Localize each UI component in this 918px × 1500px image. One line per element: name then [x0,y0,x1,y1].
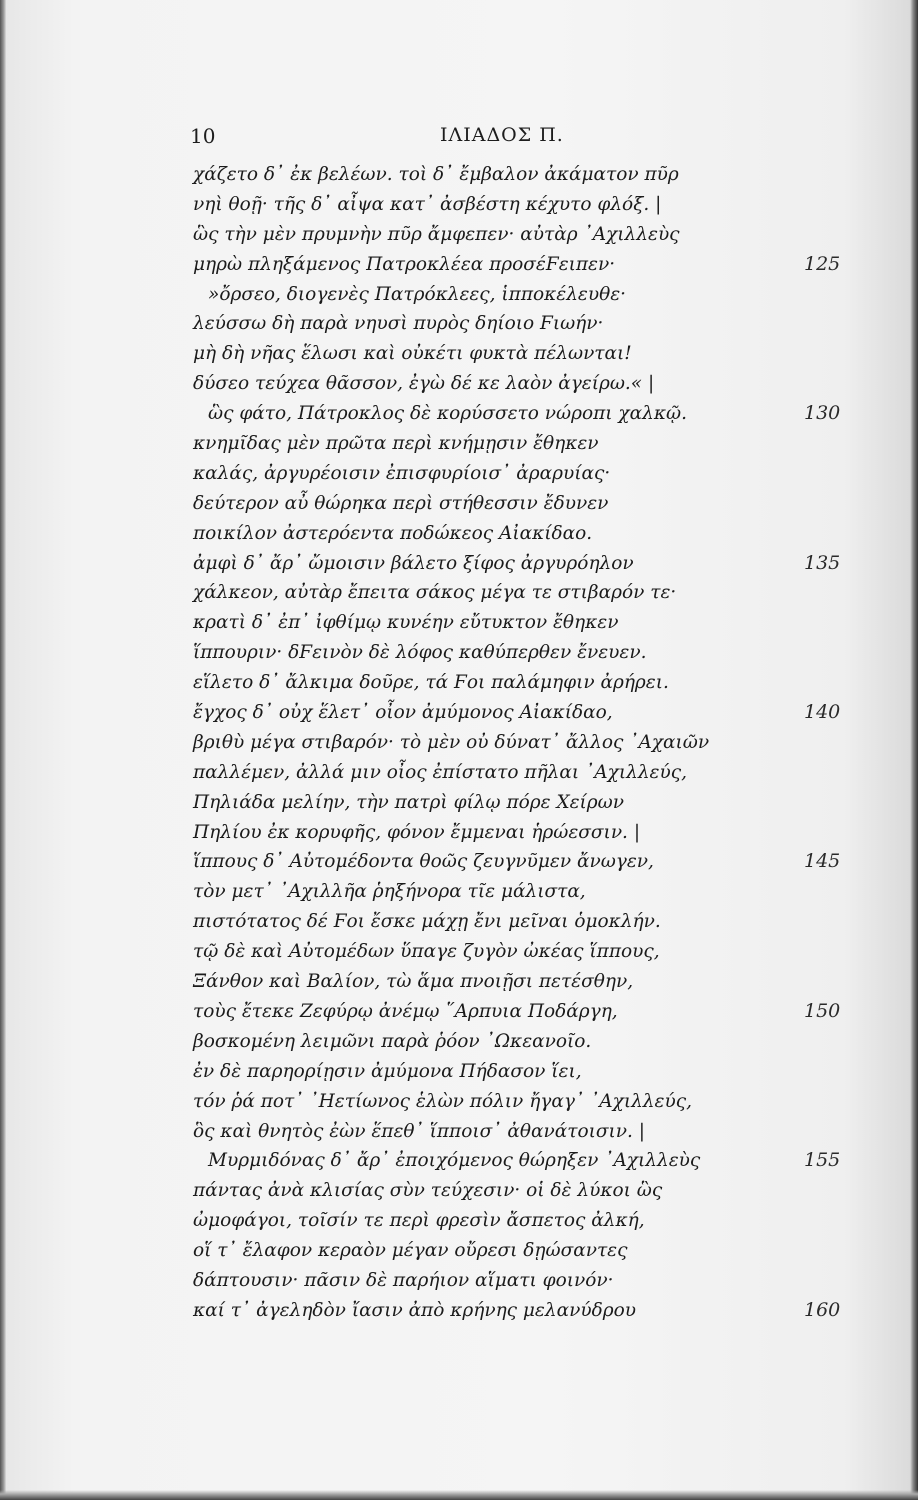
verse-text: ὃς καὶ θνητὸς ἐὼν ἕπεθ᾽ ἵπποισ᾽ ἀθανάτοισιν. | [193,1120,645,1142]
verse-text: κρατὶ δ᾽ ἐπ᾽ ἰφθίμῳ κυνέην εὔτυκτον ἔθηκεν [193,612,619,634]
verse-text: Πηλιάδα μελίην, τὴν πατρὶ φίλῳ πόρε Χείρων [193,791,625,813]
verse-text: δάπτουσιν· πᾶσιν δὲ παρήιον αἵματι φοινόν· [193,1269,614,1291]
verse-text: καλάς, ἀργυρέοισιν ἐπισφυρίοισ᾽ ἀραρυίας· [193,462,611,484]
verse-line [0,967,918,997]
verse-line [0,339,918,369]
verse-text: πάντας ἀνὰ κλισίας σὺν τεύχεσιν· οἱ δὲ λύκοι ὣς [193,1180,663,1202]
verse-text: χάλκεον, αὐτὰρ ἔπειτα σάκος μέγα τε στιβαρόν τε· [193,582,677,604]
verse-text: ἵππουριν· δϜεινὸν δὲ λόφος καθύπερθεν ἔνευεν. [193,642,647,664]
verse-text: λεύσσω δὴ παρὰ νηυσὶ πυρὸς δηίοιο Ϝιωήν· [193,313,604,335]
line-number: 155 [804,1149,841,1172]
verse-text: ἵππους δ᾽ Αὐτομέδοντα θοῶς ζευγνῦμεν ἄνωγεν, [193,851,654,873]
verse-block [0,160,918,1326]
verse-line [0,459,918,489]
verse-line [0,698,918,728]
verse-text: Ξάνθον καὶ Βαλίον, τὼ ἅμα πνοιῇσι πετέσθην, [193,971,634,993]
verse-text: εἵλετο δ᾽ ἄλκιμα δοῦρε, τά Ϝοι παλάμηφιν ἀρήρει. [193,672,669,694]
verse-line [0,369,918,399]
page-bottom-edge [0,1490,918,1500]
verse-line [0,1296,918,1326]
line-number: 140 [804,701,841,724]
page-number: 10 [190,124,216,148]
verse-line [0,1146,918,1176]
verse-text: ἔγχος δ᾽ οὐχ ἕλετ᾽ οἶον ἀμύμονος Αἰακίδαο, [193,702,613,724]
verse-line [0,399,918,429]
verse-text: ὣς φάτο, Πάτροκλος δὲ κορύσσετο νώροπι χαλκῷ. [208,403,687,425]
line-number: 130 [804,402,841,425]
verse-text: νηὶ θοῇ· τῆς δ᾽ αἶψα κατ᾽ ἀσβέστη κέχυτο φλόξ. | [193,193,662,215]
verse-line [0,1057,918,1087]
verse-line [0,519,918,549]
verse-text: μὴ δὴ νῆας ἕλωσι καὶ οὐκέτι φυκτὰ πέλωνται! [193,343,632,365]
line-number: 145 [804,850,841,873]
page-header [190,124,650,154]
verse-line [0,160,918,190]
verse-text: πιστότατος δέ Ϝοι ἔσκε μάχῃ ἔνι μεῖναι ὁμοκλήν. [193,911,661,933]
verse-text: Μυρμιδόνας δ᾽ ἄρ᾽ ἐποιχόμενος θώρηξεν ᾽Αχιλλεὺς [208,1150,701,1172]
verse-text: ὣς τὴν μὲν πρυμνὴν πῦρ ἄμφεπεν· αὐτὰρ ᾽Αχιλλεὺς [193,223,680,245]
verse-line [0,1027,918,1057]
verse-line [0,1117,918,1147]
verse-text: παλλέμεν, ἀλλά μιν οἶος ἐπίστατο πῆλαι ᾽Αχιλλεύς, [193,761,687,783]
verse-text: καί τ᾽ ἀγεληδὸν ἴασιν ἀπὸ κρήνης μελανύδρου [193,1299,636,1321]
verse-line [0,578,918,608]
verse-text: ἐν δὲ παρηορίῃσιν ἀμύμονα Πήδασον ἵει, [193,1060,582,1082]
verse-line [0,309,918,339]
verse-line [0,1236,918,1266]
verse-text: ἀμφὶ δ᾽ ἄρ᾽ ὤμοισιν βάλετο ξίφος ἀργυρόηλον [193,552,634,574]
verse-line [0,1206,918,1236]
verse-line [0,728,918,758]
verse-line [0,997,918,1027]
verse-line [0,280,918,310]
verse-line [0,429,918,459]
verse-text: τῷ δὲ καὶ Αὐτομέδων ὕπαγε ζυγὸν ὠκέας ἵππους, [193,941,660,963]
verse-line [0,1176,918,1206]
line-number: 125 [804,252,841,275]
verse-text: βριθὺ μέγα στιβαρόν· τὸ μὲν οὐ δύνατ᾽ ἄλλος ᾽Αχαιῶν [193,731,710,753]
verse-line [0,489,918,519]
verse-line [0,877,918,907]
verse-line [0,818,918,848]
verse-text: ὠμοφάγοι, τοῖσίν τε περὶ φρεσὶν ἄσπετος ἀλκή, [193,1210,645,1232]
verse-line [0,1087,918,1117]
verse-text: μηρὼ πληξάμενος Πατροκλέεα προσέϜειπεν· [193,253,616,275]
line-number: 135 [804,551,841,574]
verse-text: »ὄρσεο, διογενὲς Πατρόκλεες, ἱπποκέλευθε· [208,283,627,305]
verse-text: δύσεο τεύχεα θᾶσσον, ἐγὼ δέ κε λαὸν ἀγείρω.« | [193,373,655,395]
verse-text: κνημῖδας μὲν πρῶτα περὶ κνήμῃσιν ἔθηκεν [193,433,599,455]
verse-line [0,758,918,788]
verse-line [0,190,918,220]
line-number: 150 [804,999,841,1022]
verse-line [0,788,918,818]
verse-line [0,668,918,698]
verse-line [0,907,918,937]
verse-line [0,608,918,638]
verse-text: χάζετο δ᾽ ἐκ βελέων. τοὶ δ᾽ ἔμβαλον ἀκάματον πῦρ [193,164,679,185]
verse-text: ποικίλον ἀστερόεντα ποδώκεος Αἰακίδαο. [193,522,593,544]
running-head: ΙΛΙΑΔΟΣ Π. [440,124,564,146]
verse-text: βοσκομένη λειμῶνι παρὰ ῥόον ᾽Ωκεανοῖο. [193,1030,592,1052]
verse-line [0,250,918,280]
verse-line [0,638,918,668]
line-number: 160 [804,1298,841,1321]
verse-line [0,220,918,250]
verse-text: Πηλίου ἐκ κορυφῆς, φόνον ἔμμεναι ἡρώεσσιν. | [193,821,641,843]
verse-line [0,937,918,967]
verse-line [0,1266,918,1296]
verse-text: οἵ τ᾽ ἔλαφον κεραὸν μέγαν οὔρεσι δῃώσαντες [193,1240,628,1262]
verse-text: τοὺς ἔτεκε Ζεφύρῳ ἀνέμῳ ῞Αρπυια Ποδάργη, [193,1000,618,1022]
verse-text: τὸν μετ᾽ ᾽Αχιλλῆα ῥηξήνορα τῖε μάλιστα, [193,881,586,903]
verse-text: τόν ῥά ποτ᾽ ᾽Ηετίωνος ἑλὼν πόλιν ἤγαγ᾽ ᾽Αχιλλεύς, [193,1090,692,1112]
verse-text: δεύτερον αὖ θώρηκα περὶ στήθεσσιν ἔδυνεν [193,492,609,514]
verse-line [0,847,918,877]
verse-line [0,549,918,579]
